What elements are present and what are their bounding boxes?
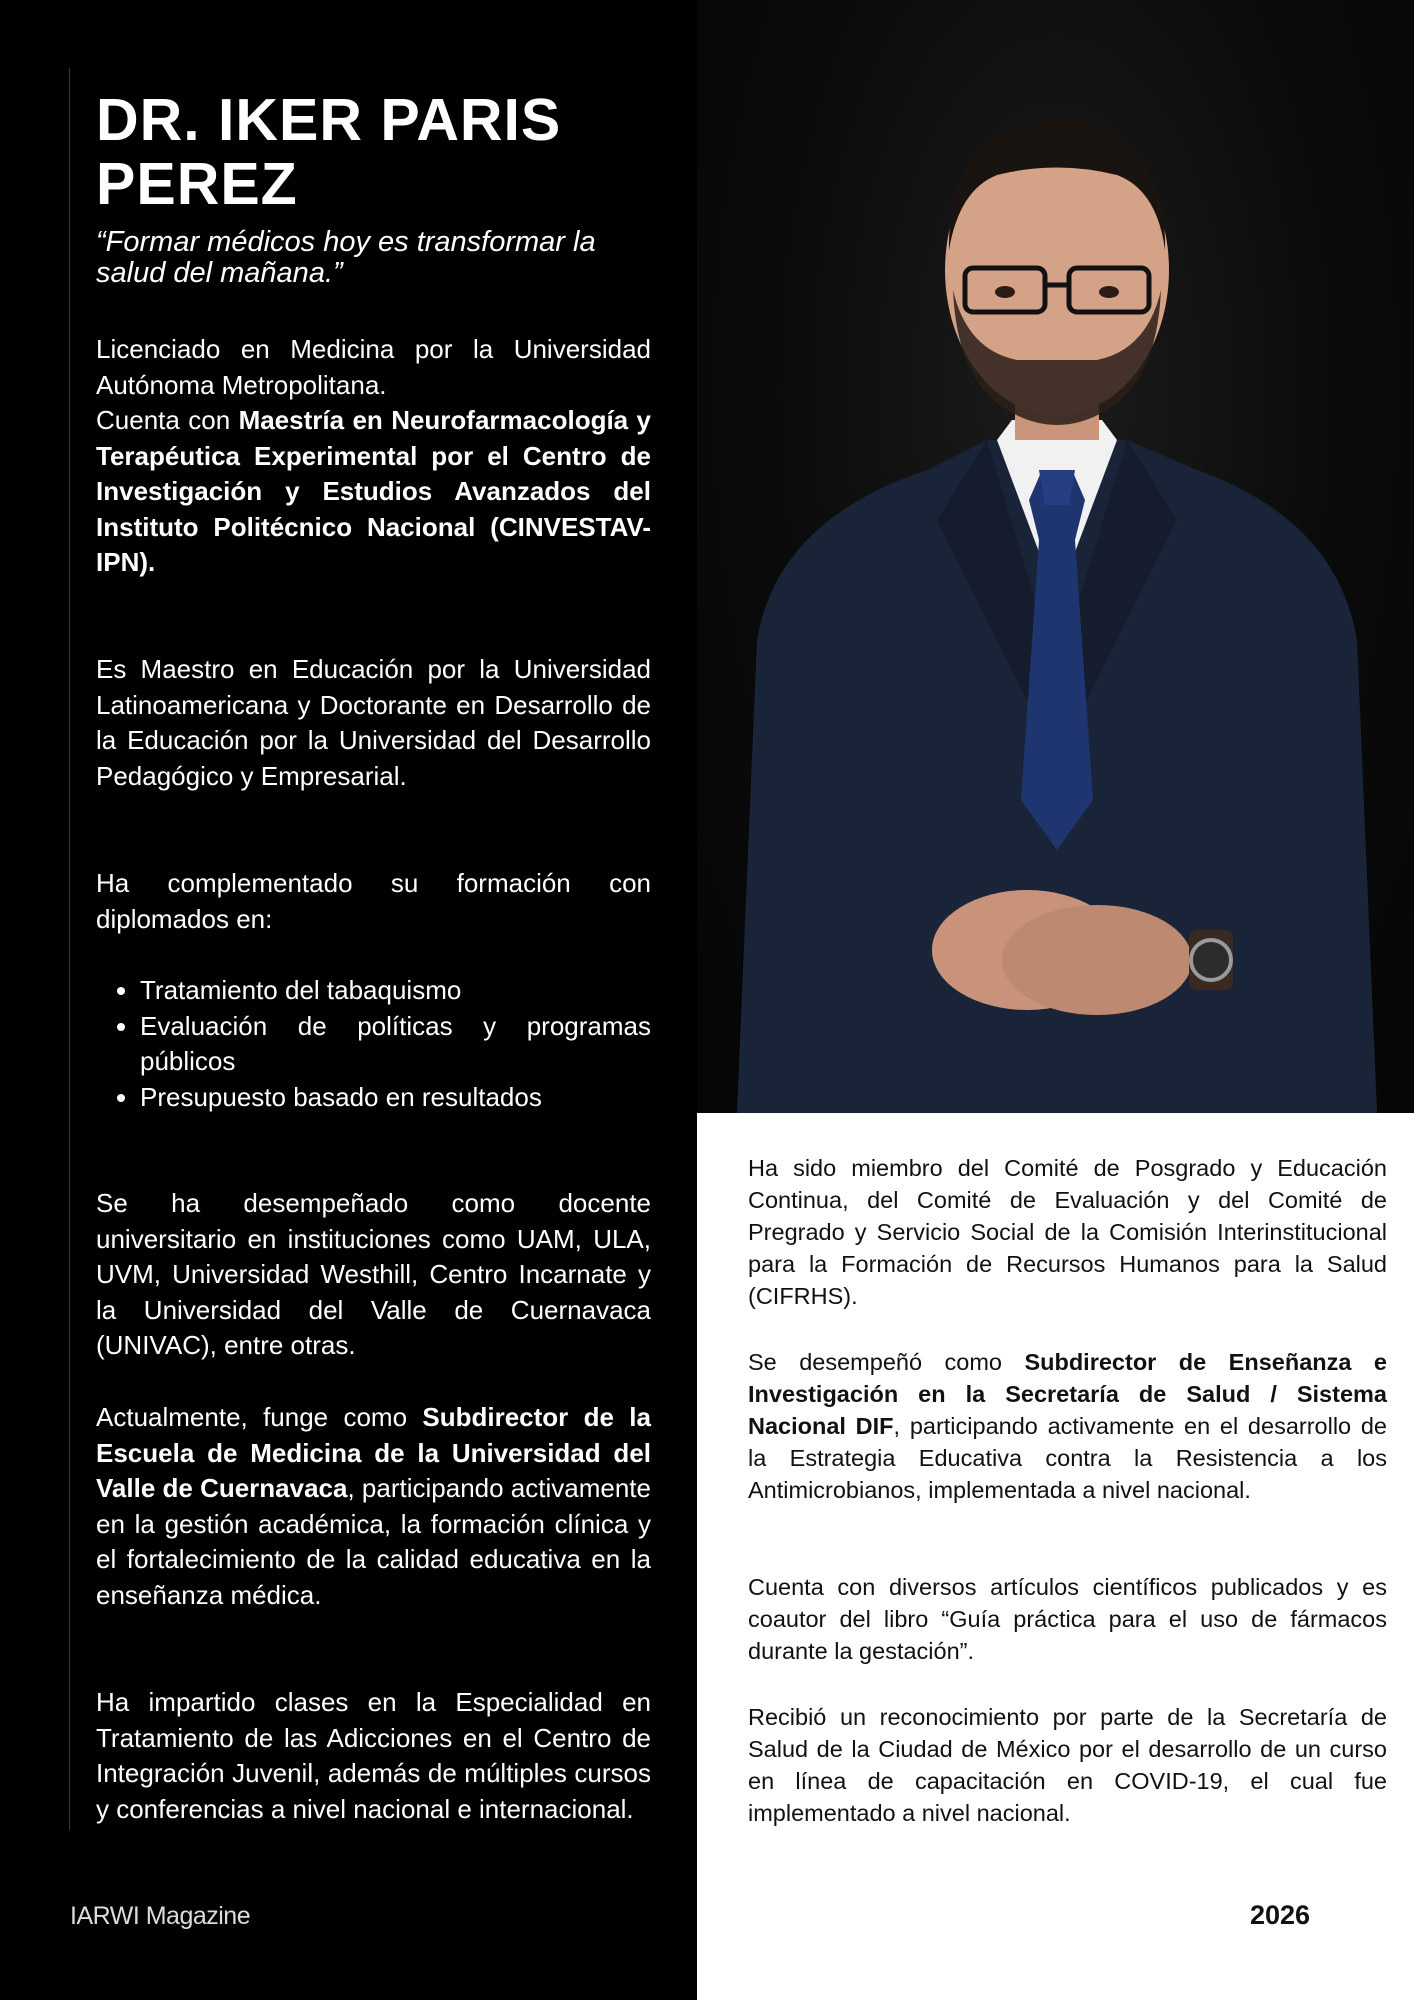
bio-paragraph-masters: Es Maestro en Educación por la Universidad Latinoamericana y Doctorante en Desarrollo de la Educación por la Universidad del Desarrollo Pedagógico y Empresarial. [96,654,651,791]
list-item: • Tratamiento del tabaquismo [140,973,651,1009]
bio-text: , participando activamente en el desarrollo de la Estrategia Educativa contra la Resistencia a los Antimicrobianos, implementada a nivel nacional. [748,1413,1387,1503]
portrait-illustration [697,0,1414,1113]
bio-paragraph-recognition: Recibió un reconocimiento por parte de la Secretaría de Salud de la Ciudad de México por el desarrollo de un curso en línea de capacitación en COVID-19, el cual fue implementado a nivel nacional. [748,1704,1387,1826]
list-item: • Evaluación de políticas y programas públicos [140,1009,651,1080]
bio-highlight: Subdirector de Enseñanza e Investigación en la Secretaría de Salud / Sistema Nacional DIF [748,1349,1387,1439]
portrait-photo [697,0,1414,1113]
bio-paragraph-education [96,332,651,581]
bio-paragraph-diplomas-intro: Ha complementado su formación con diplomados en: [96,868,651,934]
diploma-list [96,973,651,1115]
bio-highlight: Maestría en Neurofarmacología y Terapéutica Experimental por el Centro de Investigación y Estudios Avanzados del Instituto Politécnico Nacional (CINVESTAV-IPN). [96,405,651,577]
bio-highlight: Subdirector de la Escuela de Medicina de la Universidad del Valle de Cuernavaca [96,1402,651,1503]
bio-paragraph-publications: Cuenta con diversos artículos científicos publicados y es coautor del libro “Guía práctica para el uso de fármacos durante la gestación”. [748,1574,1387,1664]
bio-paragraph-committees: Ha sido miembro del Comité de Posgrado y Educación Continua, del Comité de Evaluación y del Comité de Pregrado y Servicio Social de la Comisión Interinstitucional para la Formación de Recursos Humanos para la Salud (CIFRHS). [748,1155,1387,1309]
bio-text: , participando activamente en la gestión académica, la formación clínica y el fortalecimiento de la calidad educativa en la enseñanza médica. [96,1473,651,1610]
bio-paragraph-current-role [96,1400,651,1613]
bio-text: Licenciado en Medicina por la Universidad Autónoma Metropolitana. [96,334,651,400]
pull-quote: “Formar médicos hoy es transformar la salud del mañana.” [96,226,596,289]
vertical-rule [69,68,70,1830]
page-title: DR. IKER PARIS PEREZ [96,87,562,217]
bio-paragraph-teaching: Se ha desempeñado como docente universitario en instituciones como UAM, ULA, UVM, Universidad Westhill, Centro Incarnate y la Universidad del Valle de Cuernavaca (UNIVAC), entre otras. [96,1188,651,1360]
bio-text: Se desempeñó como [748,1349,1025,1375]
list-item: • Presupuesto basado en resultados [140,1080,651,1116]
publication-name: IARWI Magazine [70,1902,251,1930]
bio-paragraph-subdirector [748,1346,1387,1506]
issue-year: 2026 [1250,1900,1311,1930]
bio-paragraph-classes: Ha impartido clases en la Especialidad en Tratamiento de las Adicciones en el Centro de Integración Juvenil, además de múltiples cursos y conferencias a nivel nacional e internacional. [96,1687,651,1824]
bio-text: Actualmente, funge como [96,1402,423,1432]
bio-text: Cuenta con [96,405,239,435]
